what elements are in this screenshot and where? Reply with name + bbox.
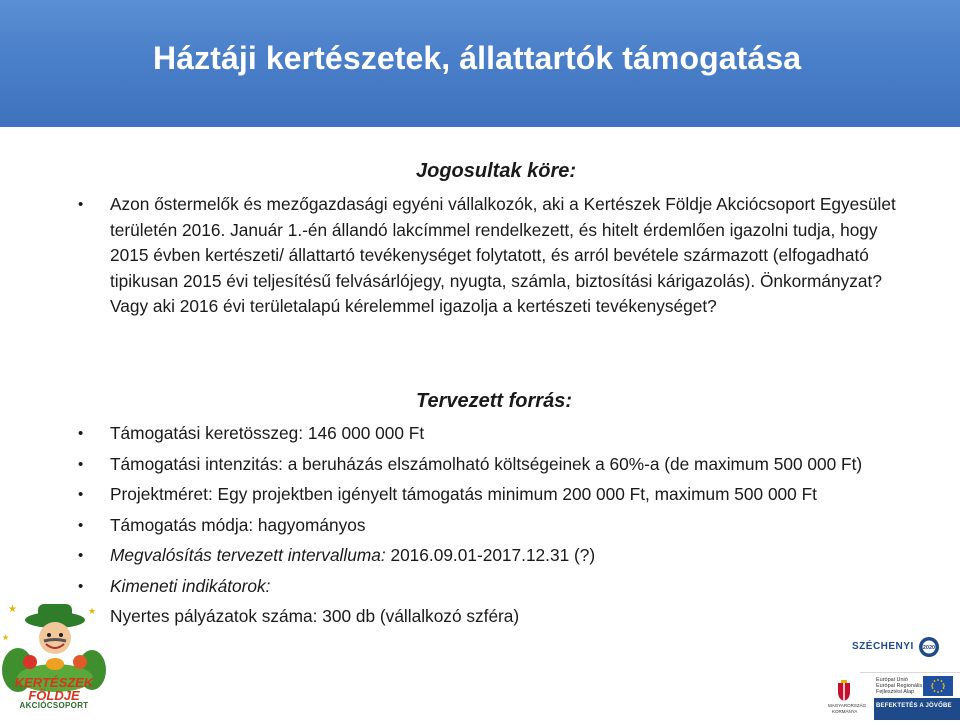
eu-footer-bar — [874, 698, 960, 720]
bullet-icon: • — [78, 577, 84, 595]
eligibility-text: Azon őstermelők és mezőgazdasági egyéni vállalkozók, aki a Kertészek Földje Akciócsoport Egyesület területén 2016. Január 1.-én állandó lakcímmel rendelkezett, és hitelt érdemlően igazolni tudja, hogy 2015 évben kertészeti/ állattartó tevékenységet folytatott, és arról bevétele származott (elfogadható tipikusan 2015 évi teljesítésű felvásárlójegy, nyugta, számla, biztosítási kárigazolás). Önkormányzat? Vagy aki 2016 évi területalapú kérelemmel igazolja a kertészeti tevékenységet? — [110, 194, 896, 316]
list-item — [78, 192, 918, 320]
szechenyi-2020-icon — [918, 636, 940, 658]
funding-item-text: Támogatás módja: hagyományos — [110, 514, 366, 535]
szechenyi-year: 2020 — [922, 645, 936, 652]
list-item — [78, 574, 918, 600]
bullet-icon: • — [78, 196, 84, 213]
bullet-icon: • — [78, 425, 84, 442]
eu-label-1: Európai Unió — [876, 677, 908, 683]
eu-label-3: Fejlesztési Alap — [876, 689, 915, 695]
eu-flag-icon — [923, 676, 953, 696]
gov-label-1: MAGYARORSZÁG — [828, 703, 867, 708]
eligibility-list — [78, 192, 918, 320]
logo-line-2: FÖLDJE — [28, 688, 80, 703]
bullet-icon: • — [78, 516, 84, 534]
list-item — [78, 482, 918, 508]
hungary-coat-of-arms-icon — [836, 680, 852, 702]
funding-item-label: Megvalósítás tervezett intervalluma: — [110, 545, 386, 565]
list-item — [78, 421, 918, 447]
bullet-icon: • — [78, 547, 84, 564]
list-item — [78, 452, 918, 478]
svg-text:★: ★ — [8, 604, 17, 615]
funding-item-label: Kimeneti indikátorok: — [110, 575, 271, 596]
funding-item-text: 2016.09.01-2017.12.31 (?) — [385, 545, 596, 565]
eligibility-heading: Jogosultak köre: — [416, 160, 577, 182]
list-item — [78, 543, 918, 569]
funding-list — [78, 421, 918, 630]
slide-title: Háztáji kertészetek, állattartók támogatása — [153, 40, 802, 76]
funding-item-text: Támogatási keretösszeg: 146 000 000 Ft — [110, 423, 425, 443]
szechenyi-label: SZÉCHENYI — [852, 641, 914, 652]
svg-text:★: ★ — [2, 633, 10, 642]
funding-item-text: Támogatási intenzitás: a beruházás elszámolható költségeinek a 60%-a (de maximum 500 000 Ft) — [110, 453, 863, 474]
list-item — [78, 513, 918, 539]
bullet-icon: • — [78, 455, 84, 473]
logo-text — [2, 676, 106, 710]
logo-line-1: KERTÉSZEK — [14, 675, 94, 690]
eu-label-2: Európai Regionális — [876, 683, 923, 689]
indicator-text: Nyertes pályázatok száma: 300 db (vállalkozó szféra) — [110, 606, 520, 626]
funding-item-text: Projektméret: Egy projektben igényelt támogatás minimum 200 000 Ft, maximum 500 000 Ft — [110, 484, 817, 504]
logo-line-3: AKCIÓCSOPORT — [19, 701, 89, 710]
gov-label-2: KORMÁNYA — [832, 709, 858, 714]
eu-footer-text: BEFEKTETÉS A JÖVŐBE — [876, 703, 952, 709]
svg-text:★: ★ — [88, 606, 97, 616]
bullet-icon: • — [78, 486, 84, 503]
funding-heading: Tervezett forrás: — [416, 390, 572, 412]
list-item-continuation — [78, 604, 918, 630]
